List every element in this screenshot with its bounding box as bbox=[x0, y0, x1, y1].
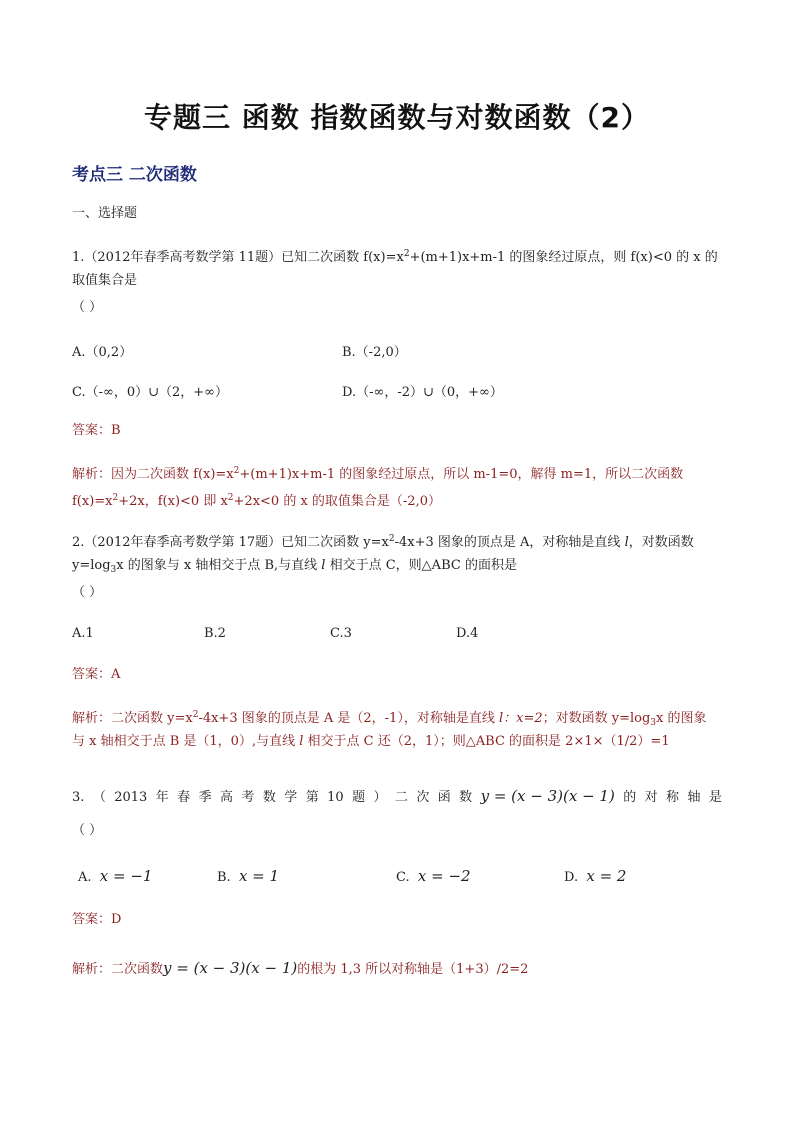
q1-option-d: D.（-∞，-2）∪（0，+∞） bbox=[342, 385, 503, 400]
q3-option-d: D. x = 2 bbox=[564, 867, 627, 885]
q3-formula: y = (x − 3)(x − 1) bbox=[480, 787, 615, 805]
q2-answer: 答案：A bbox=[72, 667, 121, 682]
q3-option-c: C. x = −2 bbox=[396, 867, 471, 885]
part-heading: 一、选择题 bbox=[72, 206, 138, 221]
q1-explanation-line2: $f(x)=x^2+2x$，f(x)<0 即 $x^2+2x<0$ 的 x 的取值集合是（-2,0） bbox=[72, 493, 441, 509]
q2-option-d: D.4 bbox=[456, 626, 479, 641]
q3-explanation: 解析：二次函数y = (x − 3)(x − 1)的根为 1,3 所以对称轴是（1+3）/2=2 bbox=[72, 959, 529, 977]
question-2-blank: （ ） bbox=[72, 585, 103, 600]
q2-option-c: C.3 bbox=[330, 626, 352, 641]
page-title: 专题三 函数 指数函数与对数函数（2） bbox=[144, 101, 650, 134]
q1-option-c: C.（-∞，0）∪（2，+∞） bbox=[72, 385, 228, 400]
question-3-blank: （ ） bbox=[72, 823, 103, 838]
q3-option-b: B. x = 1 bbox=[217, 867, 280, 885]
question-1-blank: （ ） bbox=[72, 300, 103, 315]
q2-option-b: B.2 bbox=[204, 626, 226, 641]
q3-option-a: A. x = −1 bbox=[78, 867, 153, 885]
question-2-stem-line2: $y=\log_3x$ 的图象与 x 轴相交于点 B,与直线 l 相交于点 C，则△ABC 的面积是 bbox=[72, 558, 517, 575]
question-1-stem-line2: 取值集合是 bbox=[72, 273, 138, 288]
q1-answer: 答案：B bbox=[72, 423, 121, 438]
q2-option-a: A.1 bbox=[72, 626, 94, 641]
section-heading: 考点三 二次函数 bbox=[72, 165, 197, 185]
q2-explanation-line2: 与 x 轴相交于点 B 是（1，0）,与直线 l 相交于点 C 还（2，1）；则△ABC 的面积是 2×1×（1/2）=1 bbox=[72, 734, 670, 749]
q2-explanation-line1: 解析：二次函数 $y=x^2-4x+3$ 图象的顶点是 A 是（2，-1），对称轴是直线 l：x=2；对数函数 $y=\log_3x$ 的图象 bbox=[72, 710, 707, 728]
q3-answer: 答案：D bbox=[72, 912, 122, 927]
question-1-stem: 1.（2012年春季高考数学第 11题）已知二次函数 $f(x)=x^2+(m+1)x+m-1$ 的图象经过原点，则 f(x)<0 的 x 的 bbox=[72, 249, 718, 265]
question-2-stem: 2.（2012年春季高考数学第 17题）已知二次函数 $y=x^2-4x+3$ 图象的顶点是 A，对称轴是直线 l，对数函数 bbox=[72, 534, 694, 550]
q1-option-a: A.（0,2） bbox=[72, 345, 133, 360]
q1-explanation-line1: 解析：因为二次函数 $f(x)=x^2+(m+1)x+m-1$ 的图象经过原点，所以 m-1=0，解得 m=1，所以二次函数 bbox=[72, 466, 684, 482]
q1-option-b: B.（-2,0） bbox=[342, 345, 407, 360]
question-3-stem: 3. （ 2013 年 春 季 高 考 数 学 第 10 题 ） 二 次 函 数 y = (x − 3)(x − 1) 的 对 称 轴 是 bbox=[72, 787, 722, 805]
